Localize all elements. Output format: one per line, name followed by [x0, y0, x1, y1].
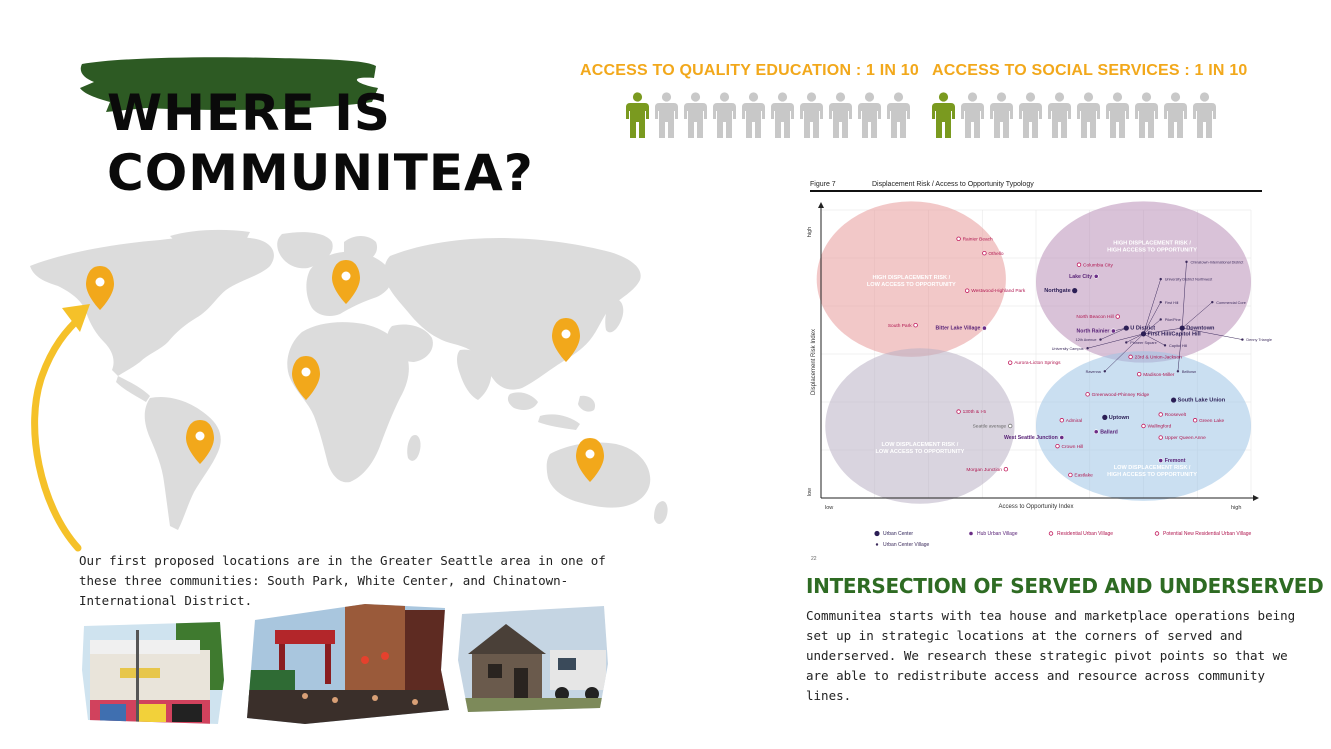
residential-marker	[1049, 532, 1053, 536]
figure-title: Displacement Risk / Access to Opportunity Typology	[872, 181, 1034, 188]
quadrant-label-line-1: LOW DISPLACEMENT RISK /	[881, 442, 959, 449]
urban-village-marker	[1185, 261, 1187, 263]
world-map	[20, 226, 670, 546]
social-services-people-row	[932, 92, 1216, 139]
average-marker	[1008, 424, 1012, 428]
urban-village-marker	[1099, 338, 1101, 340]
curved-arrow-icon	[35, 316, 82, 548]
intersection-description: Communitea starts with tea house and marketplace operations being set up in strategic locations at the corners of served and underserved. We research these strategic pivot points so that we are able to redistribute access and resource across community lines.	[806, 608, 1296, 703]
point-label: Aurora-Licton Springs	[1014, 361, 1061, 367]
quadrant-label-line-2: HIGH ACCESS TO OPPORTUNITY	[1107, 247, 1198, 254]
person-icon	[742, 92, 765, 139]
point-label: University District Northwest	[1164, 277, 1213, 282]
legend-label: Residential Urban Village	[1057, 531, 1114, 537]
point-label: Chinatown-International District	[1190, 260, 1244, 265]
person-icon	[961, 92, 984, 139]
urban-center-marker	[1124, 325, 1129, 330]
quadrant-label-line-1: LOW DISPLACEMENT RISK /	[1113, 465, 1191, 472]
residential-marker	[1129, 355, 1133, 359]
x-axis-low-label: low	[825, 505, 834, 511]
person-icon	[713, 92, 736, 139]
y-axis-low-label: low	[807, 487, 813, 497]
point-label: Capitol Hill	[1169, 343, 1188, 348]
urban-village-marker	[1211, 301, 1213, 303]
urban-center-marker	[1141, 331, 1146, 336]
residential-marker	[1159, 413, 1163, 417]
point-label: U District	[1130, 325, 1156, 332]
urban-center-marker	[1171, 397, 1176, 402]
person-icon	[1193, 92, 1216, 139]
residential-marker	[1159, 436, 1163, 440]
figure-number: Figure 7	[810, 181, 836, 188]
urban-village-marker	[876, 543, 878, 545]
point-label: Admiral	[1065, 418, 1083, 424]
quadrant-blob	[1036, 201, 1251, 362]
point-label: South Lake Union	[1177, 397, 1226, 404]
hub-marker	[1094, 274, 1098, 278]
point-label: South Park	[887, 323, 912, 329]
point-label: Seattle average	[972, 424, 1007, 430]
person-icon	[1106, 92, 1129, 139]
y-axis-arrow-icon	[818, 202, 824, 208]
person-icon	[655, 92, 678, 139]
point-label: Lake City	[1069, 273, 1093, 280]
social-services-stat	[932, 62, 1248, 80]
residential-marker	[965, 289, 969, 293]
point-label: Crown Hill	[1061, 444, 1084, 450]
person-icon	[990, 92, 1013, 139]
point-label: Downtown	[1186, 325, 1215, 332]
hub-marker	[1111, 329, 1115, 333]
urban-center-marker	[1072, 288, 1077, 293]
point-label: Northgate	[1044, 288, 1071, 295]
point-label: North Beacon Hill	[1076, 315, 1114, 321]
point-label: Ballard	[1100, 429, 1118, 436]
residential-marker	[1142, 424, 1146, 428]
y-axis-high-label: high	[807, 226, 813, 238]
point-label: Denny Triangle	[1246, 338, 1272, 343]
education-stat	[580, 62, 919, 80]
person-icon-highlighted	[932, 92, 955, 139]
intersection-headline: INTERSECTION OF SERVED AND UNDERSERVED	[806, 574, 1324, 598]
urban-center-marker	[1102, 415, 1107, 420]
old-house-truck-photo	[458, 604, 608, 712]
x-axis-high-label: high	[1231, 505, 1242, 511]
urban-village-marker	[1160, 318, 1162, 320]
quadrant-label-line-2: LOW ACCESS TO OPPORTUNITY	[875, 449, 965, 456]
legend-label: Hub Urban Village	[977, 531, 1018, 537]
point-label: Morgan Junction	[966, 467, 1002, 473]
x-axis-title: Access to Opportunity Index	[998, 504, 1074, 510]
y-axis-title: Displacement Risk Index	[811, 328, 817, 396]
person-icon	[887, 92, 910, 139]
person-icon	[684, 92, 707, 139]
point-label: Roosevelt	[1164, 413, 1187, 419]
person-icon	[1048, 92, 1071, 139]
point-label: University Campus	[1051, 346, 1084, 351]
plot-legend	[874, 531, 1251, 548]
residential-marker	[1056, 444, 1060, 448]
person-icon	[829, 92, 852, 139]
point-label: West Seattle Junction	[1003, 435, 1058, 442]
hub-marker	[1060, 435, 1064, 439]
point-label: Ravenna	[1085, 369, 1101, 374]
point-label: Rainier Beach	[962, 237, 993, 243]
point-label: Columbia City	[1083, 263, 1113, 269]
quadrant-label-line-2: LOW ACCESS TO OPPORTUNITY	[866, 282, 956, 289]
point-label: Westwood-Highland Park	[971, 289, 1026, 295]
page-title	[76, 52, 534, 202]
chinatown-festival-photo	[245, 600, 449, 726]
legend-label: Urban Center Village	[883, 542, 930, 548]
typology-scatter-plot	[805, 202, 1272, 563]
title-line-1: WHERE IS	[107, 84, 391, 142]
point-label: Green Lake	[1199, 418, 1225, 424]
figure-header	[810, 178, 1262, 192]
urban-village-marker	[1164, 344, 1166, 346]
quadrant-label-line-2: HIGH ACCESS TO OPPORTUNITY	[1107, 472, 1198, 479]
point-label: Othello	[988, 251, 1004, 257]
hub-marker	[969, 531, 973, 535]
urban-village-marker	[1160, 301, 1162, 303]
point-label: 23rd & Union-Jackson	[1134, 355, 1182, 361]
point-label: 12th Avenue	[1075, 338, 1097, 343]
point-label: Upper Queen Anne	[1164, 436, 1206, 442]
person-icon	[1135, 92, 1158, 139]
urban-village-marker	[1125, 341, 1127, 343]
point-label: Wallingford	[1147, 424, 1172, 430]
residential-marker	[1077, 263, 1081, 267]
urban-village-marker	[1177, 370, 1179, 372]
urban-village-marker	[1160, 278, 1162, 280]
education-stat-label: ACCESS TO QUALITY EDUCATION : 1 IN 10	[580, 62, 920, 79]
residential-marker	[1137, 372, 1141, 376]
residential-marker	[1069, 473, 1073, 477]
x-axis-arrow-icon	[1253, 495, 1259, 501]
person-icon	[800, 92, 823, 139]
point-label: Eastlake	[1074, 473, 1093, 479]
point-label: Belltown	[1181, 369, 1197, 374]
hub-marker	[1094, 430, 1098, 434]
quadrant-label-line-1: HIGH DISPLACEMENT RISK /	[872, 275, 951, 282]
residential-marker	[983, 251, 987, 255]
point-label: Madison-Miller	[1143, 372, 1175, 378]
person-icon	[1077, 92, 1100, 139]
point-label: Fremont	[1164, 458, 1186, 465]
point-label: Bitter Lake Village	[935, 325, 981, 332]
hub-marker	[982, 326, 986, 330]
social-services-stat-label: ACCESS TO SOCIAL SERVICES : 1 IN 10	[932, 62, 1248, 79]
point-label: First Hill/Capitol Hill	[1147, 331, 1201, 338]
point-label: Uptown	[1108, 414, 1130, 421]
point-label: First Hill	[1164, 300, 1179, 305]
residential-marker	[1155, 532, 1159, 536]
residential-marker	[1060, 418, 1064, 422]
education-people-row	[626, 92, 910, 139]
quadrant-label-line-1: HIGH DISPLACEMENT RISK /	[1113, 240, 1191, 247]
residential-marker	[1004, 467, 1008, 471]
urban-village-marker	[1104, 370, 1106, 372]
point-label: Pike/Pine	[1164, 318, 1181, 323]
urban-village-marker	[1086, 347, 1088, 349]
person-icon	[1164, 92, 1187, 139]
figure-page-number: 22	[811, 556, 817, 562]
point-label: 130th & I-5	[962, 410, 987, 416]
urban-center-marker	[1180, 325, 1185, 330]
point-label: Greenwood-Phinney Ridge	[1091, 392, 1150, 398]
displacement-figure	[805, 178, 1272, 563]
person-icon-highlighted	[626, 92, 649, 139]
residential-marker	[1086, 393, 1090, 397]
person-icon	[858, 92, 881, 139]
person-icon	[1019, 92, 1042, 139]
residential-marker	[914, 323, 918, 327]
corner-store-photo	[80, 620, 226, 726]
residential-marker	[1116, 315, 1120, 319]
hub-marker	[1159, 458, 1163, 462]
residential-marker	[957, 237, 961, 241]
locations-paragraph: Our first proposed locations are in the Greater Seattle area in one of these three communities: South Park, White Center, and Chinatown-International District.	[79, 553, 606, 608]
point-label: Pioneer Square	[1130, 341, 1157, 346]
point-label: North Rainier	[1076, 328, 1110, 335]
residential-marker	[1193, 418, 1197, 422]
residential-marker	[957, 410, 961, 414]
person-icon	[771, 92, 794, 139]
title-line-2: COMMUNITEA?	[107, 144, 534, 202]
urban-village-marker	[1241, 338, 1243, 340]
urban-center-marker	[874, 531, 879, 536]
point-label: Commercial Core	[1216, 300, 1246, 305]
residential-marker	[1008, 361, 1012, 365]
legend-label: Potential New Residential Urban Village	[1163, 531, 1252, 537]
legend-label: Urban Center	[883, 531, 914, 537]
